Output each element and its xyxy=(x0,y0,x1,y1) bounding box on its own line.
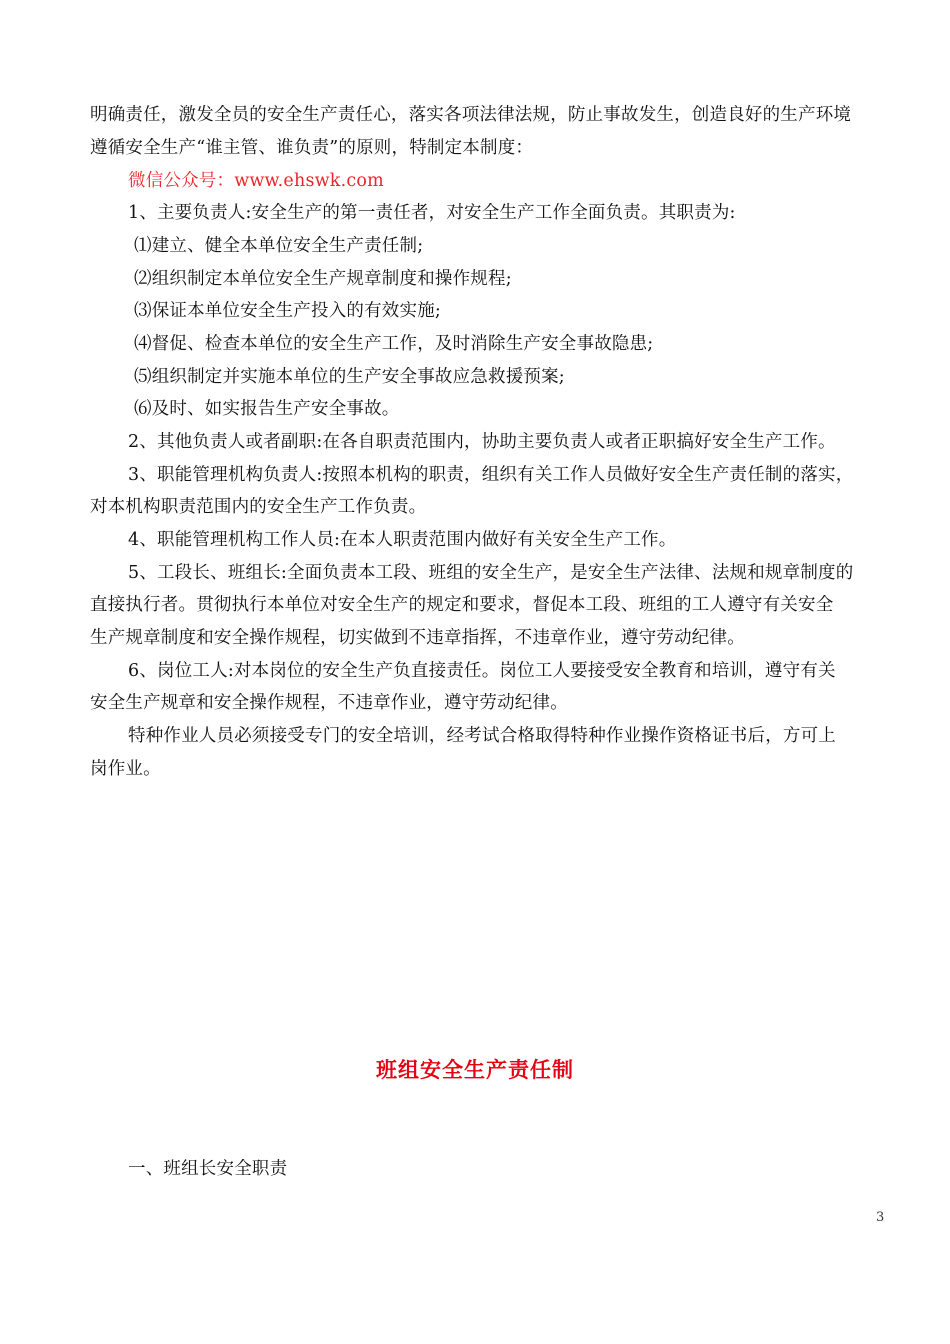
special-operations-paragraph: 特种作业人员必须接受专门的安全培训，经考试合格取得特种作业操作资格证书后，方可上 xyxy=(128,726,836,746)
item-2-deputy: 2、其他负责人或者副职:在各自职责范围内，协助主要负责人或者正职搞好安全生产工作。 xyxy=(128,432,836,452)
item-3-dept-head: 3、职能管理机构负责人:按照本机构的职责，组织有关工作人员做好安全生产责任制的落实， xyxy=(128,465,854,485)
duty-item: ⑸组织制定并实施本单位的生产安全事故应急救援预案; xyxy=(134,367,565,387)
subsection-heading: 一、班组长安全职责 xyxy=(128,1159,288,1179)
duty-item: ⑶保证本单位安全生产投入的有效实施; xyxy=(134,301,441,321)
item-1-main-responsible: 1、主要负责人:安全生产的第一责任者，对安全生产工作全面负责。其职责为: xyxy=(128,203,736,223)
paragraph-line: 安全生产规章和安全操作规程，不违章作业，遵守劳动纪律。 xyxy=(90,693,568,713)
section-title: 班组安全生产责任制 xyxy=(376,1058,574,1082)
paragraph-line: 生产规章制度和安全操作规程，切实做到不违章指挥，不违章作业，遵守劳动纪律。 xyxy=(90,628,745,648)
item-6-post-worker: 6、岗位工人:对本岗位的安全生产负直接责任。岗位工人要接受安全教育和培训，遵守有关 xyxy=(128,661,836,681)
duty-item: ⑵组织制定本单位安全生产规章制度和操作规程; xyxy=(134,269,512,289)
paragraph-line: 遵循安全生产“谁主管、谁负责”的原则，特制定本制度： xyxy=(90,138,534,158)
item-5-team-leader: 5、工段长、班组长:全面负责本工段、班组的安全生产，是安全生产法律、法规和规章制度的 xyxy=(128,563,854,583)
paragraph-line: 对本机构职责范围内的安全生产工作负责。 xyxy=(90,497,427,517)
page-number: 3 xyxy=(876,1210,885,1225)
paragraph-line: 明确责任，激发全员的安全生产责任心，落实各项法律法规，防止事故发生，创造良好的生产环境 xyxy=(90,105,852,125)
duty-item: ⑴建立、健全本单位安全生产责任制; xyxy=(134,236,424,256)
item-4-dept-staff: 4、职能管理机构工作人员:在本人职责范围内做好有关安全生产工作。 xyxy=(128,530,677,550)
paragraph-line: 岗作业。 xyxy=(90,759,161,779)
duty-item: ⑷督促、检查本单位的安全生产工作，及时消除生产安全事故隐患; xyxy=(134,334,654,354)
wechat-account-link[interactable]: 微信公众号：www.ehswk.com xyxy=(128,171,384,191)
duty-item: ⑹及时、如实报告生产安全事故。 xyxy=(134,399,400,419)
paragraph-line: 直接执行者。贯彻执行本单位对安全生产的规定和要求，督促本工段、班组的工人遵守有关安全 xyxy=(90,595,834,615)
